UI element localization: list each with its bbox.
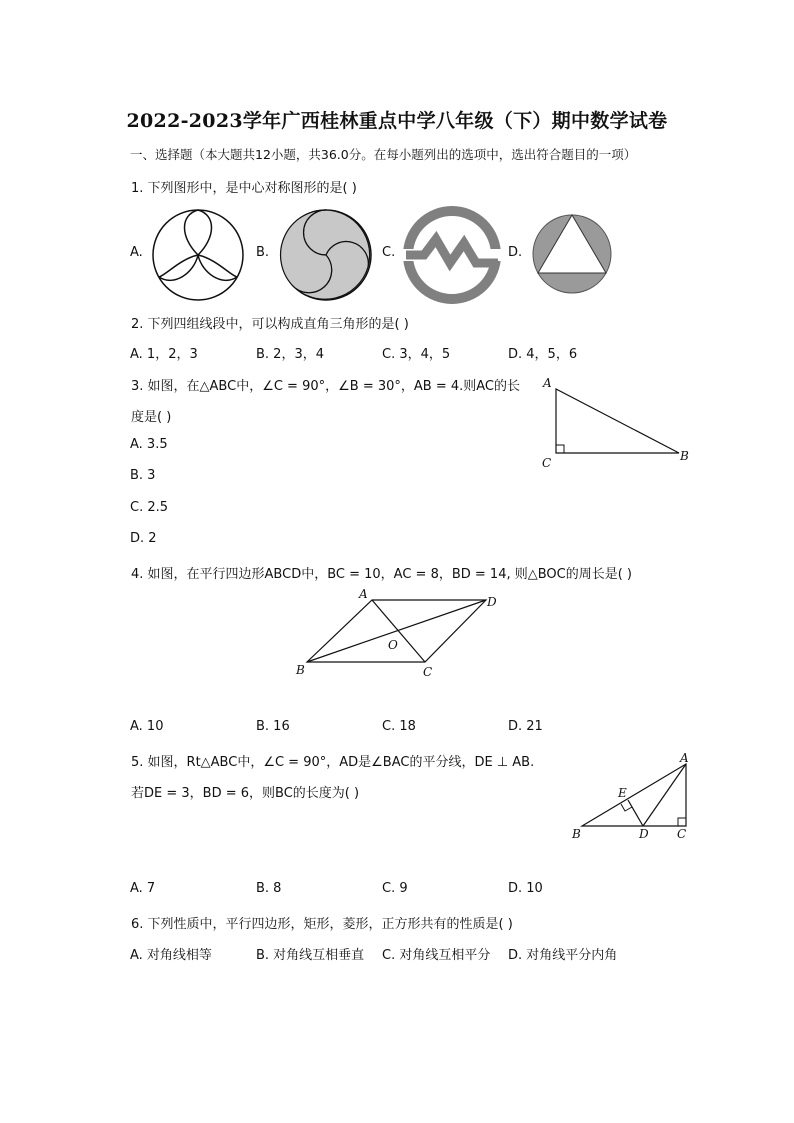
q3-label-c: C <box>542 456 552 470</box>
q5-option-a: A. 7 <box>130 881 156 896</box>
q4-label-c: C <box>423 665 433 679</box>
q5-option-b: B. 8 <box>256 881 282 896</box>
q5-option-d: D. 10 <box>508 881 543 896</box>
q1-figure-d <box>531 213 613 295</box>
q1-label-c: C. <box>382 245 396 260</box>
q1-figure-c <box>402 205 502 305</box>
q6-option-d: D. 对角线平分内角 <box>508 948 618 963</box>
q4-option-a: A. 10 <box>130 719 164 734</box>
q4-parallelogram-figure <box>290 585 515 685</box>
q5-label-b: B <box>572 827 581 841</box>
q5-option-c: C. 9 <box>382 881 408 896</box>
q4-label-b: B <box>296 663 305 677</box>
q3-stem-line1: 3. 如图，在△ABC中，∠C = 90°，∠B = 30°，AB = 4.则AC的长 <box>131 379 521 394</box>
q3-stem-line2: 度是( ) <box>131 410 172 425</box>
q1-label-d: D. <box>508 245 523 260</box>
q1-label-a: A. <box>130 245 143 260</box>
q1-stem: 1. 下列图形中，是中心对称图形的是( ) <box>131 181 357 196</box>
q5-label-e: E <box>618 786 627 800</box>
q6-option-c: C. 对角线互相平分 <box>382 948 491 963</box>
q2-option-b: B. 2，3，4 <box>256 347 324 362</box>
q1-label-b: B. <box>256 245 270 260</box>
q6-option-a: A. 对角线相等 <box>130 948 212 963</box>
q3-option-d: D. 2 <box>130 531 157 546</box>
q4-stem: 4. 如图，在平行四边形ABCD中，BC = 10，AC = 8，BD = 14, 则△BOC的周长是( ) <box>131 567 633 582</box>
q5-label-d: D <box>639 827 649 841</box>
q3-option-b: B. 3 <box>130 468 156 483</box>
q1-figure-b <box>278 207 374 303</box>
q1-figure-a <box>150 207 246 303</box>
q2-option-d: D. 4，5，6 <box>508 347 578 362</box>
q4-option-b: B. 16 <box>256 719 290 734</box>
q4-label-a: A <box>359 587 368 601</box>
q6-stem: 6. 下列性质中，平行四边形，矩形，菱形，正方形共有的性质是( ) <box>131 917 513 932</box>
q2-option-c: C. 3，4，5 <box>382 347 451 362</box>
page-title: 2022-2023学年广西桂林重点中学八年级（下）期中数学试卷 <box>126 110 668 132</box>
q5-triangle-figure <box>566 748 700 846</box>
section-heading: 一、选择题（本大题共12小题，共36.0分。在每小题列出的选项中，选出符合题目的一项） <box>130 147 637 162</box>
q3-option-c: C. 2.5 <box>130 500 169 515</box>
q3-triangle-figure <box>536 372 696 472</box>
q4-label-d: D <box>487 595 497 609</box>
q4-option-d: D. 21 <box>508 719 543 734</box>
q4-label-o: O <box>388 638 398 652</box>
q5-label-a: A <box>680 751 689 765</box>
q3-label-b: B <box>680 449 689 463</box>
q2-stem: 2. 下列四组线段中，可以构成直角三角形的是( ) <box>131 317 409 332</box>
q3-label-a: A <box>543 376 552 390</box>
q5-stem-line1: 5. 如图，Rt△ABC中，∠C = 90°，AD是∠BAC的平分线，DE ⊥ AB. <box>131 755 535 770</box>
q5-label-c: C <box>677 827 687 841</box>
q3-option-a: A. 3.5 <box>130 437 168 452</box>
q4-option-c: C. 18 <box>382 719 416 734</box>
q2-option-a: A. 1，2，3 <box>130 347 198 362</box>
q6-option-b: B. 对角线互相垂直 <box>256 948 365 963</box>
q5-stem-line2: 若DE = 3，BD = 6，则BC的长度为( ) <box>131 786 360 801</box>
